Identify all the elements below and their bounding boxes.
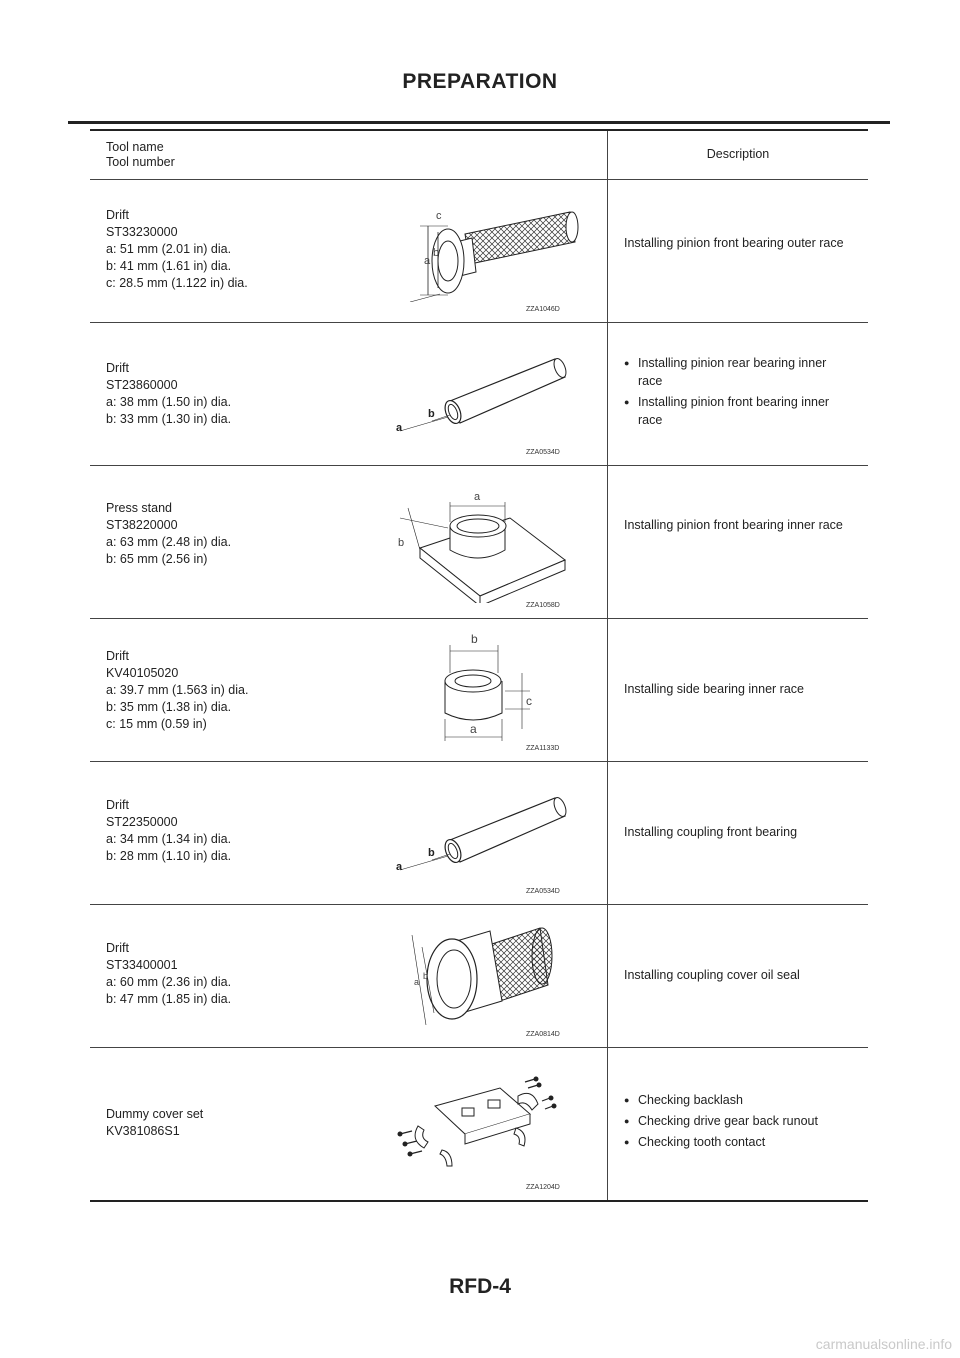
tool-illustration [390,202,590,302]
dimension-a: a: 63 mm (2.48 in) dia. [106,535,232,549]
tool-illustration [390,351,590,441]
tool-name: Drift [106,361,129,375]
dimension-a: a: 34 mm (1.34 in) dia. [106,832,232,846]
tool-number: ST38220000 [106,518,178,532]
dimension-b: b: 47 mm (1.85 in) dia. [106,992,232,1006]
tool-info [106,360,231,428]
description-bullet: ● Installing pinion front bearing inner race [624,393,854,429]
tool-info [106,940,231,1008]
header-tool-name: Tool name [106,140,164,154]
column-divider [607,619,608,761]
tool-description: Installing pinion front bearing outer race [624,236,844,250]
label-b: b [428,408,435,420]
label-a: a [424,255,431,267]
dimension-b: b: 41 mm (1.61 in) dia. [106,259,232,273]
dimension-a: a: 60 mm (2.36 in) dia. [106,975,232,989]
dimension-b: b: 28 mm (1.10 in) dia. [106,849,232,863]
table-header [90,131,868,180]
tool-info [106,207,248,292]
illustration-code: ZZA0534D [526,449,560,456]
column-divider [607,905,608,1047]
table-row [90,619,868,762]
label-b: b [398,537,405,549]
label-a: a [396,422,403,434]
tool-description: Installing coupling front bearing [624,825,798,839]
tool-illustration [390,1076,590,1181]
illustration-code: ZZA0814D [526,1031,560,1038]
label-a: a [414,977,420,987]
illustration-code: ZZA0534D [526,888,560,895]
dimension-b: b: 35 mm (1.38 in) dia. [106,700,232,714]
tool-name: Drift [106,649,129,663]
tool-number: KV381086S1 [106,1124,180,1138]
table-row [90,762,868,905]
tool-illustration [390,790,590,880]
column-divider [607,1048,608,1200]
page-title: PREPARATION [402,70,558,93]
label-b: b [428,847,435,859]
illustration-code: ZZA1204D [526,1184,560,1191]
illustration-code: ZZA1133D [526,745,560,752]
header-tool-column [106,140,175,170]
header-description: Description [706,147,770,161]
tool-number: ST23860000 [106,378,178,392]
dimension-b: b: 33 mm (1.30 in) dia. [106,412,232,426]
tool-info [106,1106,203,1140]
tool-name: Drift [106,798,129,812]
label-a: a [396,861,403,873]
tool-number: ST33400001 [106,958,178,972]
tool-name: Press stand [106,501,173,515]
label-c: c [526,694,532,708]
column-divider [607,762,608,904]
label-c: c [436,210,442,222]
dimension-c: c: 28.5 mm (1.122 in) dia. [106,276,248,290]
tool-name: Drift [106,941,129,955]
tool-illustration [390,629,590,749]
tool-number: KV40105020 [106,666,179,680]
tool-illustration [390,488,590,603]
page-number: RFD-4 [449,1275,511,1298]
dimension-c: c: 15 mm (0.59 in) [106,717,207,731]
dimension-a: a: 39.7 mm (1.563 in) dia. [106,683,249,697]
illustration-code: ZZA1058D [526,602,560,609]
watermark: carmanualsonline.info [815,1336,952,1352]
dimension-a: a: 38 mm (1.50 in) dia. [106,395,232,409]
label-b: b [433,247,440,259]
tool-number: ST22350000 [106,815,178,829]
label-b: b [423,971,429,981]
label-b: b [471,632,478,646]
tool-description: Installing side bearing inner race [624,682,804,696]
tool-description-list [624,354,854,432]
dimension-a: a: 51 mm (2.01 in) dia. [106,242,232,256]
table-row [90,1048,868,1202]
column-divider [607,180,608,322]
description-bullet: ● Checking drive gear back runout [624,1112,854,1130]
description-bullet: ● Installing pinion rear bearing inner race [624,354,854,390]
label-a: a [470,722,477,736]
tool-table [90,129,868,1202]
tool-info [106,797,231,865]
tool-description-list [624,1091,854,1154]
table-row [90,466,868,619]
table-row [90,323,868,466]
tool-name: Drift [106,208,129,222]
table-row [90,180,868,323]
tool-illustration [390,923,590,1033]
illustration-code: ZZA1046D [526,306,560,313]
dimension-b: b: 65 mm (2.56 in) [106,552,208,566]
tool-description: Installing coupling cover oil seal [624,968,800,982]
description-bullet: ● Checking tooth contact [624,1133,854,1151]
tool-info [106,648,248,733]
description-bullet: ● Checking backlash [624,1091,854,1109]
label-a: a [474,491,481,503]
column-divider [607,323,608,465]
tool-number: ST33230000 [106,225,178,239]
tool-info [106,500,231,568]
column-divider [607,466,608,618]
header-rule [68,121,890,124]
header-tool-number: Tool number [106,155,175,169]
tool-description: Installing pinion front bearing inner race [624,518,843,532]
table-row [90,905,868,1048]
tool-name: Dummy cover set [106,1107,204,1121]
